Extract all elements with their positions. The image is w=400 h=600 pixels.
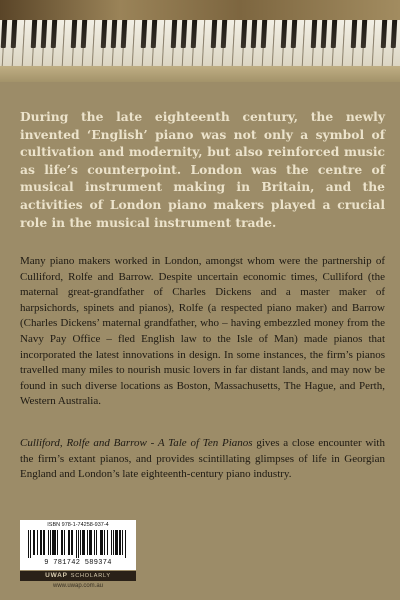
barcode-bar	[72, 530, 73, 555]
barcode-bar	[82, 530, 83, 555]
barcode-bar	[33, 530, 34, 555]
publisher-imprint: SCHOLARLY	[70, 573, 111, 579]
barcode-bar	[102, 530, 103, 555]
barcode-bar	[120, 530, 121, 555]
barcode-icon	[26, 530, 130, 558]
barcode-bar	[40, 530, 41, 555]
barcode-bar	[84, 530, 85, 555]
barcode-bar	[54, 530, 55, 555]
barcode-bar	[48, 530, 49, 555]
barcode-digits: 9 781742 589374	[44, 559, 112, 567]
barcode-bar	[34, 530, 35, 555]
publisher-name: UWAP	[45, 572, 68, 579]
barcode-bar	[30, 530, 31, 558]
barcode-bar	[107, 530, 108, 555]
barcode-bar	[44, 530, 45, 555]
barcode-bar	[117, 530, 118, 555]
barcode-bar	[71, 530, 72, 555]
publisher-url: www.uwap.com.au	[52, 583, 104, 589]
barcode-bar	[87, 530, 88, 555]
barcode-bar	[68, 530, 69, 555]
barcode-bar	[80, 530, 81, 555]
book-title: Culliford, Rolfe and Barrow - A Tale of Ten Pianos	[20, 437, 253, 449]
barcode-bar	[53, 530, 54, 555]
barcode-bar	[116, 530, 117, 555]
blurb-lead-paragraph: During the late eighteenth century, the newly invented ‘English’ piano was not only a symbol of cultivation and modernity, but also reinforced music as life’s counterpoint. London was the centre of musical instrument making in Britain, and the activities of London piano makers played a crucial role in the musical instrument trade.	[20, 109, 385, 230]
barcode-bar	[104, 530, 105, 555]
blurb-closing-paragraph	[20, 436, 385, 483]
barcode-bar	[83, 530, 84, 555]
blurb-closing-text: gives a close encounter with the firm’s extant pianos, and provides scintillating glimpses of life in Georgian England and London’s late eighteenth-century piano industry.	[20, 437, 385, 481]
publisher-logo	[20, 571, 136, 581]
barcode-bar	[90, 530, 91, 555]
barcode-bar	[119, 530, 120, 555]
barcode-panel	[20, 520, 136, 570]
piano-case	[0, 0, 400, 22]
barcode-bar	[122, 530, 123, 555]
barcode-bar	[41, 530, 42, 555]
barcode-bar	[96, 530, 97, 555]
piano-key-rail	[0, 66, 400, 82]
barcode-bar	[55, 530, 56, 555]
barcode-bar	[101, 530, 102, 555]
barcode-bar	[115, 530, 116, 555]
piano-keys	[0, 20, 400, 66]
barcode-bar	[64, 530, 65, 555]
barcode-bar	[111, 530, 112, 555]
barcode-bar	[125, 530, 126, 558]
barcode-bar	[89, 530, 90, 555]
barcode-bar	[76, 530, 77, 558]
barcode-bar	[94, 530, 95, 555]
barcode-bar	[28, 530, 29, 558]
barcode-bar	[113, 530, 114, 555]
barcode-bar	[50, 530, 51, 555]
barcode-bar	[43, 530, 44, 555]
piano-keyboard-photo	[0, 0, 400, 82]
barcode-bar	[62, 530, 63, 555]
barcode-bar	[37, 530, 38, 555]
barcode-bar	[69, 530, 70, 555]
barcode-bar	[100, 530, 101, 555]
barcode-bar	[52, 530, 53, 555]
barcode-bar	[91, 530, 92, 555]
blurb-body-paragraph: Many piano makers worked in London, amongst whom were the partnership of Culliford, Rolfe and Barrow. Despite uncertain economic times, Culliford (the maternal great-grandfather of Charles Dickens and a master maker of harpsichords, spinets and pianos), Rolfe (a respected piano maker) and Barrow (Charles Dickens’ maternal grandfather, who – having embezzled money from the Navy Pay Office – fled English law to the Isle of Man) made pianos that incorporated the latest innovations in design. In some instances, the firm’s pianos travelled many miles to nourish music lovers in far distant lands, and may now be found in such diverse locations as Boston, Massachusetts, The Hague, and Perth, Western Australia.	[20, 255, 385, 408]
barcode-bar	[61, 530, 62, 555]
barcode-bar	[57, 530, 58, 555]
isbn-label: ISBN 978-1-74258-937-4	[47, 522, 109, 528]
barcode-bar	[78, 530, 79, 558]
